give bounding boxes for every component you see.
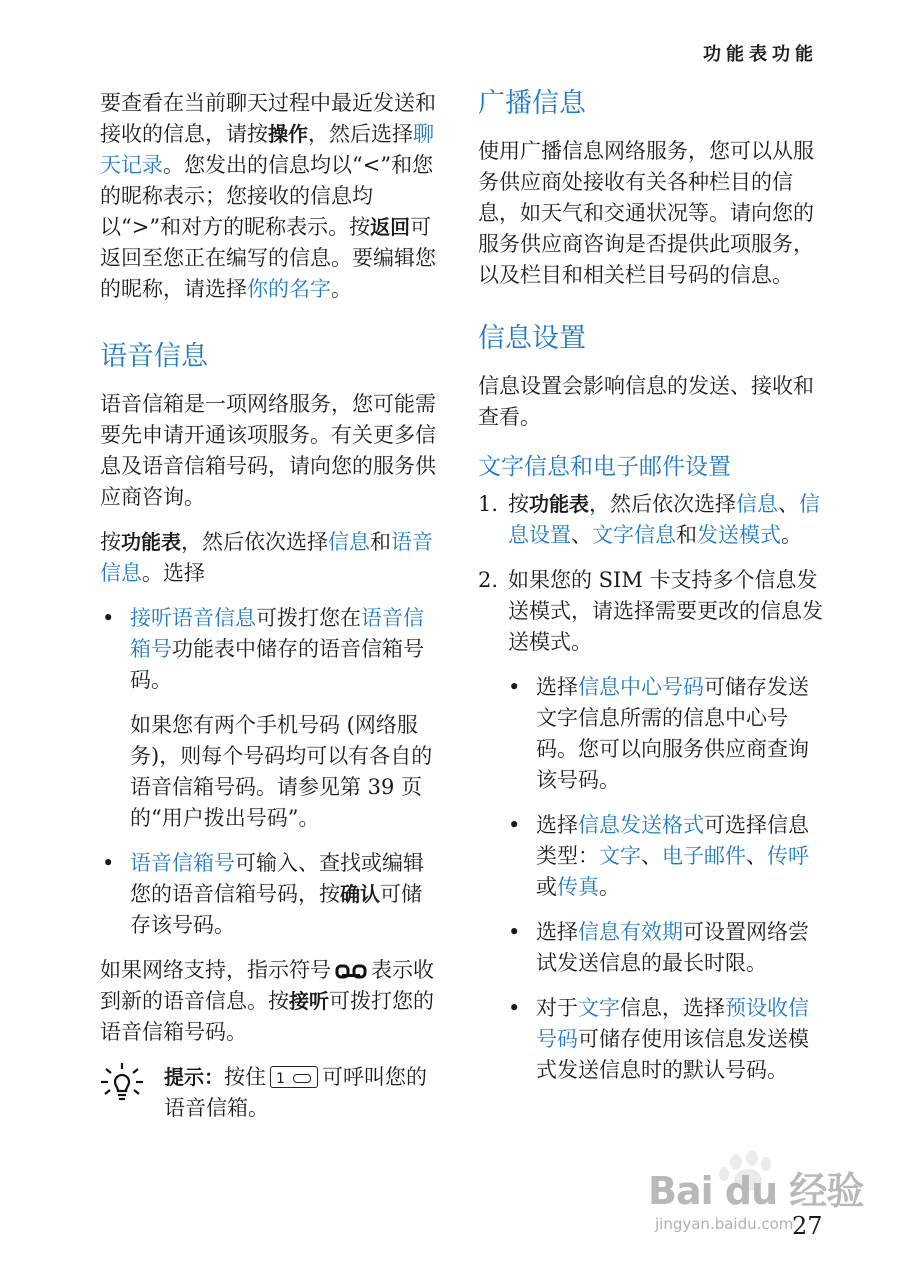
- indicator-paragraph: 如果网络支持，指示符号 表示收到新的语音信息。按接听可拨打您的语音信箱号码。: [100, 958, 434, 1044]
- key-1-icon: 1: [270, 1066, 318, 1088]
- bullet-voice-number: • 语音信箱号可输入、查找或编辑您的语音信箱号码，按确认可储存该号码。: [100, 848, 440, 941]
- message-settings-heading: 信息设置: [478, 323, 586, 354]
- voice-intro-paragraph: 语音信箱是一项网络服务，您可能需要先申请开通该项服务。有关更多信息及语音信箱号码，请向您的服务供应商咨询。: [100, 392, 436, 509]
- bullet-default-recipient: • 对于文字信息，选择预设收信号码可储存使用该信息发送模式发送信息时的默认号码。: [478, 993, 823, 1086]
- right-column: [478, 88, 823, 1100]
- broadcast-heading: 广播信息: [478, 88, 586, 119]
- text-email-settings-heading: 文字信息和电子邮件设置: [478, 454, 731, 480]
- settings-intro-paragraph: 信息设置会影响信息的发送、接收和查看。: [478, 374, 814, 429]
- left-column: [100, 88, 440, 1138]
- two-numbers-note: 如果您有两个手机号码 (网络服务)，则每个号码均可以有各自的语音信箱号码。请参见第 39 页的“用户拨出号码”。: [130, 713, 433, 830]
- bullet-validity: • 选择信息有效期可设置网络尝试发送信息的最长时限。: [478, 917, 823, 979]
- bullet-listen-voice: • 接听语音信息可拨打您在语音信箱号功能表中储存的语音信箱号码。: [100, 603, 440, 696]
- voice-messages-heading: 语音信息: [100, 341, 208, 372]
- watermark-url: jingyan.baidu.com: [655, 1215, 794, 1233]
- running-header: 功能表功能: [703, 44, 818, 65]
- lightbulb-icon: [100, 1062, 144, 1102]
- step-1: 1. 按功能表，然后依次选择信息、信息设置、文字信息和发送模式。: [478, 492, 820, 547]
- tip-label: 提示：: [164, 1065, 224, 1089]
- broadcast-paragraph: 使用广播信息网络服务，您可以从服务供应商处接收有关各种栏目的信息，如天气和交通状况等。请向您的服务供应商咨询是否提供此项服务，以及栏目和相关栏目号码的信息。: [478, 139, 814, 287]
- tip-paragraph: 提示：按住 1 可呼叫您的语音信箱。: [100, 1062, 440, 1124]
- chat-history-paragraph: 要查看在当前聊天过程中最近发送和接收的信息，请按操作，然后选择聊天记录。您发出的信息均以“<”和您的昵称表示；您接收的信息均以“>”和对方的昵称表示。按返回可返回至您正在编写的信息。要编辑您的昵称，请选择你的名字。: [100, 91, 436, 301]
- bullet-center-number: • 选择信息中心号码可储存发送文字信息所需的信息中心号码。您可以向服务供应商查询该号码。: [478, 672, 823, 796]
- watermark-logo: Bai du 经验: [648, 1169, 864, 1213]
- voice-menu-paragraph: 按功能表，然后依次选择信息和语音信息。选择: [100, 530, 433, 585]
- voicemail-icon: [335, 964, 367, 980]
- page-number: 27: [792, 1212, 823, 1240]
- step-2: 2. 如果您的 SIM 卡支持多个信息发送模式，请选择需要更改的信息发送模式。: [478, 568, 823, 654]
- bullet-send-format: • 选择信息发送格式可选择信息类型：文字、电子邮件、传呼或传真。: [478, 810, 823, 903]
